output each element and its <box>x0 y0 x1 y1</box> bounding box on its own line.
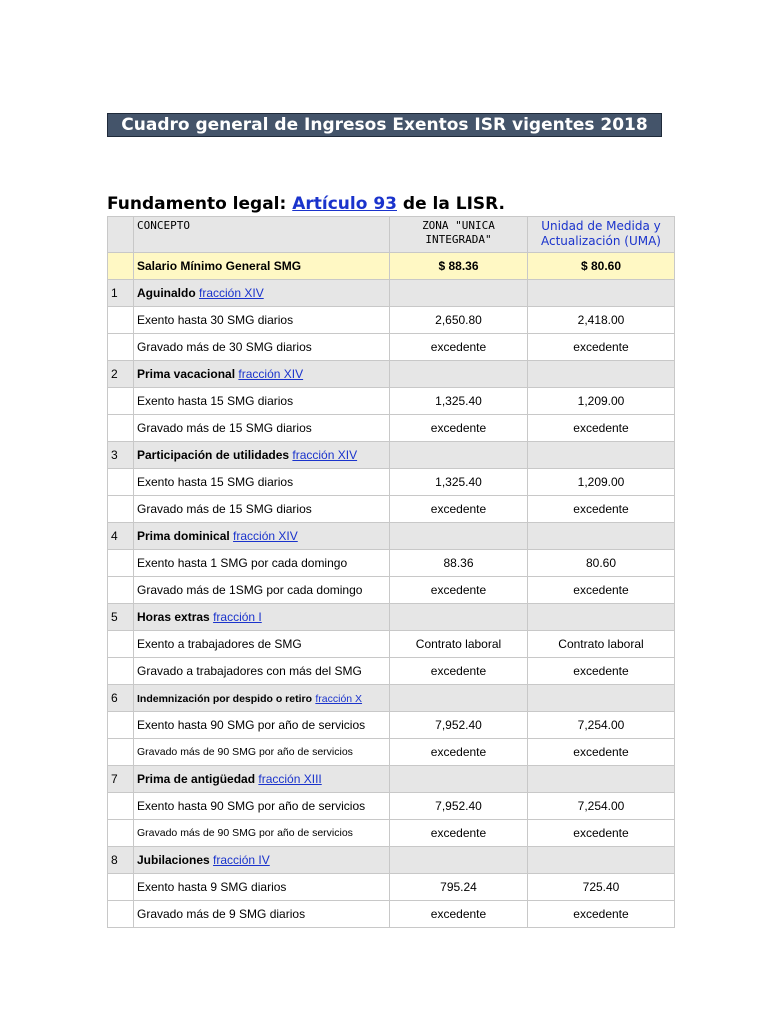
row-num-cell <box>108 739 134 766</box>
table-row <box>108 415 675 442</box>
section-empty-cell <box>528 766 675 793</box>
row-uma-value: excedente <box>528 577 675 604</box>
row-zona-value: excedente <box>390 577 528 604</box>
page-title: Cuadro general de Ingresos Exentos ISR vigentes 2018 <box>107 113 662 137</box>
row-num-cell <box>108 793 134 820</box>
header-zona: ZONA "UNICA INTEGRADA" <box>390 217 528 253</box>
table-row <box>108 577 675 604</box>
smg-label: Salario Mínimo General SMG <box>134 253 390 280</box>
section-empty-cell <box>390 523 528 550</box>
section-title-cell <box>134 685 390 712</box>
table-header-row <box>108 217 675 253</box>
row-uma-value: excedente <box>528 820 675 847</box>
fraccion-link[interactable]: fracción IV <box>213 853 270 867</box>
fraccion-link[interactable]: fracción XIV <box>233 529 298 543</box>
section-empty-cell <box>528 523 675 550</box>
row-zona-value: Contrato laboral <box>390 631 528 658</box>
row-zona-value: 7,952.40 <box>390 712 528 739</box>
section-title-cell <box>134 847 390 874</box>
table-row <box>108 469 675 496</box>
row-concept: Gravado a trabajadores con más del SMG <box>134 658 390 685</box>
row-concept: Exento hasta 1 SMG por cada domingo <box>134 550 390 577</box>
section-number: 7 <box>108 766 134 793</box>
legal-prefix: Fundamento legal: <box>107 194 293 214</box>
row-zona-value: 1,325.40 <box>390 388 528 415</box>
section-empty-cell <box>528 280 675 307</box>
section-empty-cell <box>390 766 528 793</box>
table-row <box>108 739 675 766</box>
row-concept: Gravado más de 15 SMG diarios <box>134 415 390 442</box>
row-zona-value: 1,325.40 <box>390 469 528 496</box>
row-uma-value: 1,209.00 <box>528 388 675 415</box>
smg-row <box>108 253 675 280</box>
section-number: 4 <box>108 523 134 550</box>
row-concept: Exento a trabajadores de SMG <box>134 631 390 658</box>
section-empty-cell <box>528 442 675 469</box>
section-number: 3 <box>108 442 134 469</box>
row-num-cell <box>108 577 134 604</box>
row-num-cell <box>108 496 134 523</box>
section-empty-cell <box>390 361 528 388</box>
row-num-cell <box>108 658 134 685</box>
articulo-93-link[interactable]: Artículo 93 <box>292 194 397 214</box>
section-label: Horas extras <box>137 610 210 624</box>
row-uma-value: excedente <box>528 415 675 442</box>
row-zona-value: 7,952.40 <box>390 793 528 820</box>
row-concept: Gravado más de 90 SMG por año de servicios <box>134 820 390 847</box>
section-empty-cell <box>528 847 675 874</box>
header-concept: CONCEPTO <box>134 217 390 253</box>
section-empty-cell <box>390 442 528 469</box>
exempt-income-table <box>107 216 675 928</box>
row-uma-value: excedente <box>528 496 675 523</box>
row-concept: Gravado más de 90 SMG por año de servicios <box>134 739 390 766</box>
section-label: Prima dominical <box>137 529 230 543</box>
section-title-cell <box>134 442 390 469</box>
fraccion-link[interactable]: fracción X <box>315 693 363 705</box>
row-uma-value: excedente <box>528 334 675 361</box>
header-num-cell <box>108 217 134 253</box>
row-num-cell <box>108 820 134 847</box>
section-empty-cell <box>390 685 528 712</box>
section-row <box>108 604 675 631</box>
table-row <box>108 307 675 334</box>
row-concept: Exento hasta 90 SMG por año de servicios <box>134 712 390 739</box>
row-num-cell <box>108 334 134 361</box>
row-zona-value: excedente <box>390 415 528 442</box>
section-label: Indemnización por despido o retiro <box>137 693 313 705</box>
fraccion-link[interactable]: fracción XIV <box>238 367 304 381</box>
section-number: 1 <box>108 280 134 307</box>
row-concept: Exento hasta 90 SMG por año de servicios <box>134 793 390 820</box>
fraccion-link[interactable]: fracción XIV <box>199 286 264 300</box>
section-empty-cell <box>390 280 528 307</box>
row-uma-value: 725.40 <box>528 874 675 901</box>
row-zona-value: excedente <box>390 334 528 361</box>
fraccion-link[interactable]: fracción XIII <box>258 772 322 786</box>
fraccion-link[interactable]: fracción I <box>213 610 262 624</box>
legal-suffix: de la LISR. <box>397 194 506 214</box>
row-num-cell <box>108 550 134 577</box>
table-row <box>108 496 675 523</box>
section-empty-cell <box>528 685 675 712</box>
row-concept: Exento hasta 30 SMG diarios <box>134 307 390 334</box>
section-row <box>108 280 675 307</box>
row-concept: Gravado más de 1SMG por cada domingo <box>134 577 390 604</box>
row-num-cell <box>108 712 134 739</box>
section-label: Participación de utilidades <box>137 448 290 462</box>
smg-num-cell <box>108 253 134 280</box>
section-title-cell <box>134 523 390 550</box>
table-row <box>108 712 675 739</box>
fraccion-link[interactable]: fracción XIV <box>292 448 358 462</box>
section-label: Jubilaciones <box>137 853 210 867</box>
section-row <box>108 523 675 550</box>
row-num-cell <box>108 631 134 658</box>
section-row <box>108 361 675 388</box>
row-num-cell <box>108 874 134 901</box>
header-uma: Unidad de Medida y Actualización (UMA) <box>528 217 675 253</box>
section-title-cell <box>134 604 390 631</box>
row-uma-value: 1,209.00 <box>528 469 675 496</box>
section-row <box>108 847 675 874</box>
section-row <box>108 685 675 712</box>
row-num-cell <box>108 388 134 415</box>
row-zona-value: excedente <box>390 658 528 685</box>
section-empty-cell <box>528 361 675 388</box>
table-row <box>108 334 675 361</box>
smg-uma-value: $ 80.60 <box>528 253 675 280</box>
row-num-cell <box>108 415 134 442</box>
row-zona-value: excedente <box>390 901 528 928</box>
row-zona-value: 2,650.80 <box>390 307 528 334</box>
row-concept: Exento hasta 15 SMG diarios <box>134 469 390 496</box>
table-row <box>108 388 675 415</box>
row-uma-value: excedente <box>528 658 675 685</box>
table-row <box>108 901 675 928</box>
section-number: 2 <box>108 361 134 388</box>
row-uma-value: 7,254.00 <box>528 712 675 739</box>
legal-basis <box>107 194 505 214</box>
row-num-cell <box>108 307 134 334</box>
section-number: 6 <box>108 685 134 712</box>
table-row <box>108 793 675 820</box>
section-number: 8 <box>108 847 134 874</box>
section-number: 5 <box>108 604 134 631</box>
table-row <box>108 820 675 847</box>
row-num-cell <box>108 901 134 928</box>
row-concept: Gravado más de 15 SMG diarios <box>134 496 390 523</box>
table-row <box>108 874 675 901</box>
row-zona-value: excedente <box>390 820 528 847</box>
section-empty-cell <box>528 604 675 631</box>
row-concept: Gravado más de 9 SMG diarios <box>134 901 390 928</box>
row-uma-value: excedente <box>528 739 675 766</box>
section-empty-cell <box>390 847 528 874</box>
row-zona-value: excedente <box>390 496 528 523</box>
row-uma-value: Contrato laboral <box>528 631 675 658</box>
row-concept: Exento hasta 9 SMG diarios <box>134 874 390 901</box>
row-concept: Exento hasta 15 SMG diarios <box>134 388 390 415</box>
section-row <box>108 766 675 793</box>
row-uma-value: 7,254.00 <box>528 793 675 820</box>
table-row <box>108 658 675 685</box>
table-row <box>108 631 675 658</box>
section-title-cell <box>134 280 390 307</box>
row-uma-value: 2,418.00 <box>528 307 675 334</box>
section-label: Aguinaldo <box>137 286 196 300</box>
section-label: Prima de antigüedad <box>137 772 256 786</box>
row-uma-value: 80.60 <box>528 550 675 577</box>
row-num-cell <box>108 469 134 496</box>
smg-zona-value: $ 88.36 <box>390 253 528 280</box>
row-zona-value: 795.24 <box>390 874 528 901</box>
row-zona-value: excedente <box>390 739 528 766</box>
row-concept: Gravado más de 30 SMG diarios <box>134 334 390 361</box>
section-empty-cell <box>390 604 528 631</box>
section-title-cell <box>134 766 390 793</box>
section-label: Prima vacacional <box>137 367 236 381</box>
row-uma-value: excedente <box>528 901 675 928</box>
table-row <box>108 550 675 577</box>
section-title-cell <box>134 361 390 388</box>
row-zona-value: 88.36 <box>390 550 528 577</box>
section-row <box>108 442 675 469</box>
